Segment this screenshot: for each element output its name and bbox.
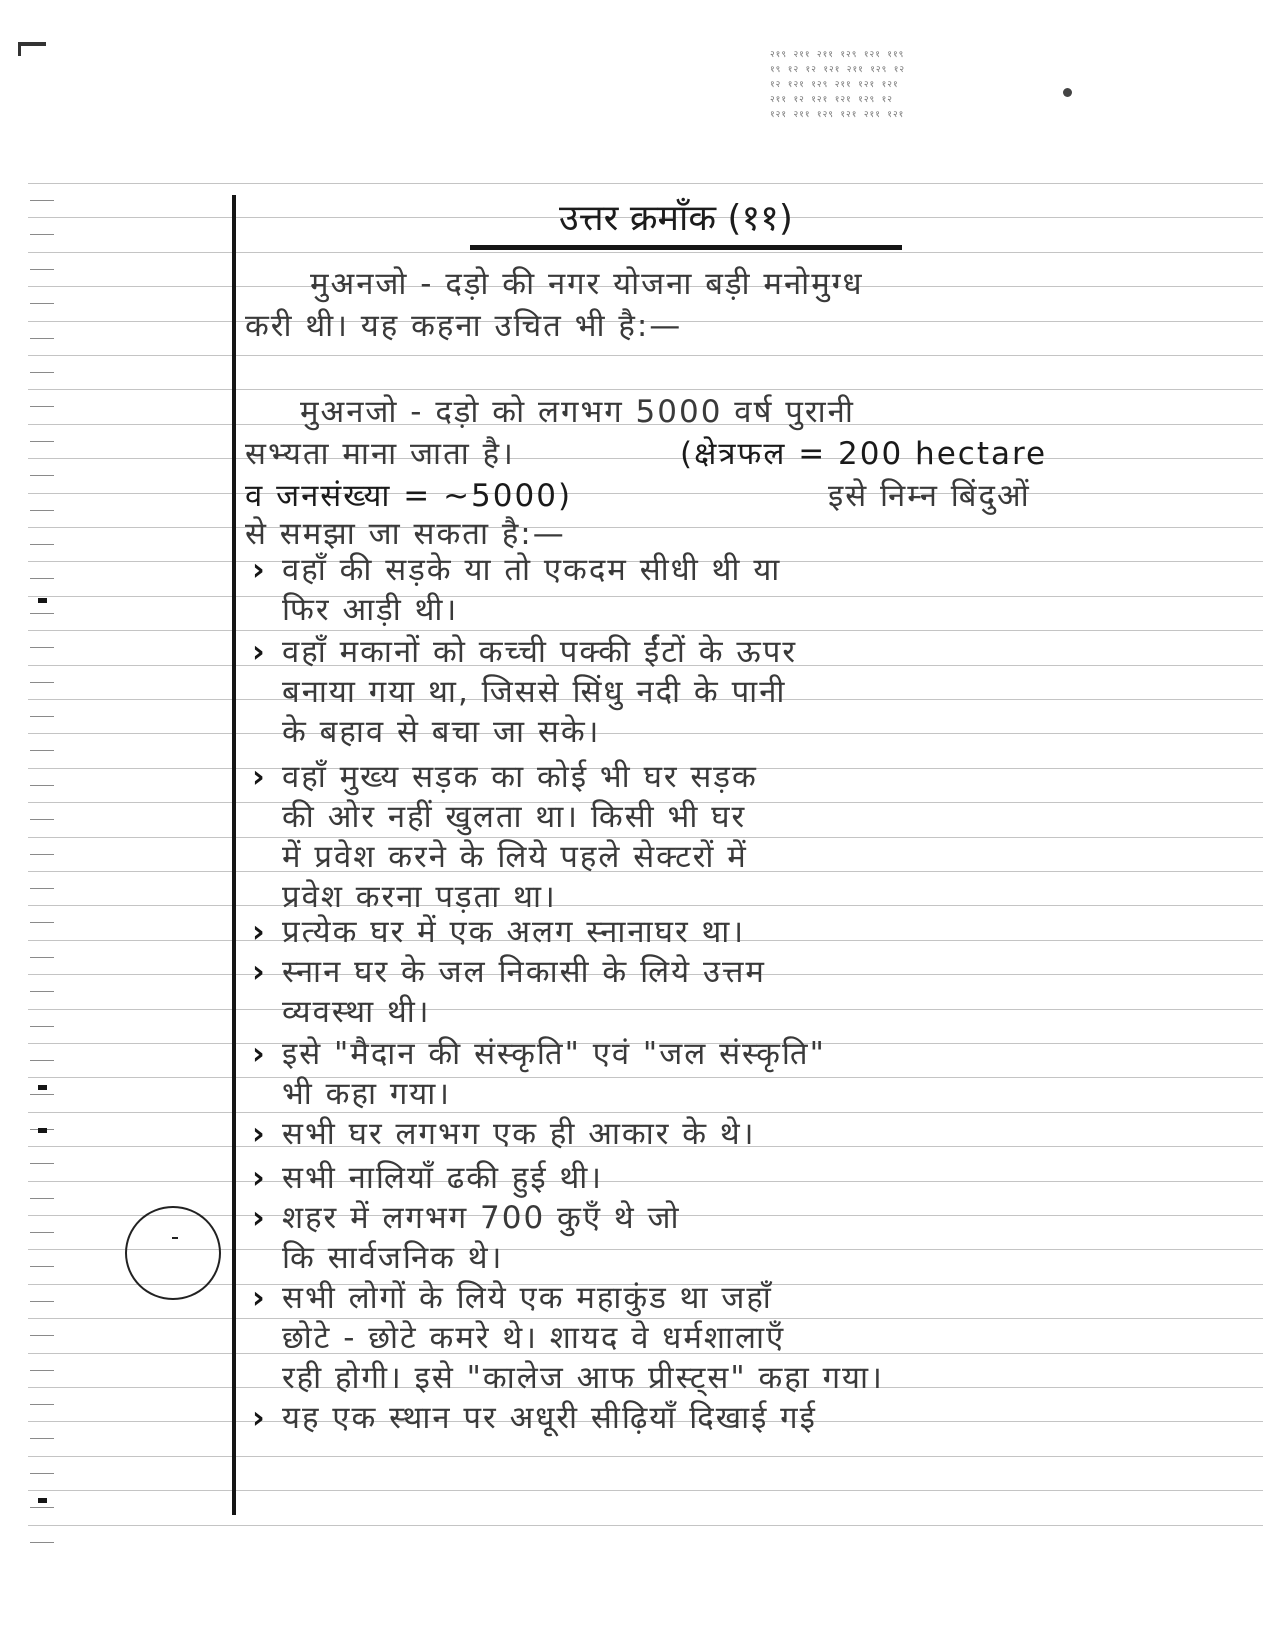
margin-dash bbox=[30, 785, 54, 786]
header-code-row: १९ १२ १२ १२१ २११ १२९ १२ bbox=[770, 65, 906, 75]
marks-circle bbox=[125, 1206, 221, 1300]
handwritten-line: की ओर नहीं खुलता था। किसी भी घर bbox=[282, 799, 747, 835]
margin-dash bbox=[30, 406, 54, 407]
margin-dash bbox=[30, 1404, 54, 1405]
handwritten-line: रही होगी। इसे "कालेज आफ प्रीस्ट्स" कहा गया। bbox=[282, 1360, 884, 1396]
answer-title: उत्तर क्रमाँक (११) bbox=[559, 198, 793, 239]
handwritten-line: सभ्यता माना जाता है। bbox=[245, 436, 515, 472]
handwritten-line: इसे निम्न बिंदुओं bbox=[828, 478, 1031, 514]
margin-dash bbox=[30, 200, 54, 201]
margin-dash bbox=[30, 1507, 54, 1508]
ruled-line bbox=[28, 1456, 1263, 1457]
bullet-arrow-icon: › bbox=[252, 1400, 265, 1436]
handwritten-line: व्यवस्था थी। bbox=[282, 994, 431, 1030]
handwritten-line: शहर में लगभग 700 कुएँ थे जो bbox=[282, 1200, 681, 1236]
handwritten-line: बनाया गया था, जिससे सिंधु नदी के पानी bbox=[282, 674, 787, 710]
margin-dash bbox=[30, 750, 54, 751]
margin-dash bbox=[30, 1232, 54, 1233]
margin-mark bbox=[38, 1498, 47, 1503]
ruled-line bbox=[28, 1009, 1263, 1010]
handwritten-line: के बहाव से बचा जा सके। bbox=[282, 714, 601, 750]
header-code-row: १२१ २११ १२९ १२१ २११ १२१ bbox=[770, 110, 905, 120]
handwritten-line: मुअनजो - दड़ो की नगर योजना बड़ी मनोमुग्ध bbox=[310, 266, 864, 302]
ruled-line bbox=[28, 527, 1263, 528]
ruled-line bbox=[28, 1077, 1263, 1078]
handwritten-line: सभी नालियाँ ढकी हुई थी। bbox=[282, 1160, 604, 1196]
ruled-line bbox=[28, 252, 1263, 253]
handwritten-line: भी कहा गया। bbox=[282, 1076, 452, 1112]
corner-mark-vertical bbox=[18, 42, 21, 56]
margin-dash bbox=[30, 1163, 54, 1164]
margin-mark bbox=[38, 598, 47, 603]
margin-mark bbox=[38, 1085, 47, 1090]
margin-dash bbox=[30, 922, 54, 923]
handwritten-line: व जनसंख्या = ~5000) bbox=[245, 478, 573, 514]
margin-dash bbox=[30, 510, 54, 511]
ruled-line bbox=[28, 905, 1263, 906]
margin-dash bbox=[30, 1094, 54, 1095]
ruled-line bbox=[28, 733, 1263, 734]
margin-dash bbox=[30, 1370, 54, 1371]
margin-dash bbox=[30, 1335, 54, 1336]
handwritten-line: वहाँ मुख्य सड़क का कोई भी घर सड़क bbox=[282, 759, 758, 795]
margin-dash bbox=[30, 269, 54, 270]
ruled-line bbox=[28, 1525, 1263, 1526]
handwritten-line: करी थी। यह कहना उचित भी है:— bbox=[245, 308, 683, 344]
ink-dot bbox=[1063, 88, 1072, 97]
margin-dash bbox=[30, 1542, 54, 1543]
margin-dash bbox=[30, 475, 54, 476]
handwritten-line: फिर आड़ी थी। bbox=[282, 592, 459, 628]
margin-dash bbox=[30, 303, 54, 304]
ruled-line bbox=[28, 355, 1263, 356]
bullet-arrow-icon: › bbox=[252, 552, 265, 588]
handwritten-line: प्रवेश करना पड़ता था। bbox=[282, 879, 557, 915]
margin-line bbox=[232, 195, 236, 1515]
handwritten-line: स्नान घर के जल निकासी के लिये उत्तम bbox=[282, 954, 766, 990]
handwritten-line: वहाँ मकानों को कच्ची पक्की ईंटों के ऊपर bbox=[282, 634, 798, 670]
margin-dash bbox=[30, 888, 54, 889]
handwritten-line: इसे "मैदान की संस्कृति" एवं "जल संस्कृति" bbox=[282, 1036, 826, 1072]
margin-dash bbox=[30, 1266, 54, 1267]
bullet-arrow-icon: › bbox=[252, 954, 265, 990]
margin-dash bbox=[30, 819, 54, 820]
handwritten-line: सभी लोगों के लिये एक महाकुंड था जहाँ bbox=[282, 1280, 773, 1316]
margin-dash bbox=[30, 854, 54, 855]
margin-dash bbox=[30, 544, 54, 545]
bullet-arrow-icon: › bbox=[252, 1036, 265, 1072]
handwritten-line: में प्रवेश करने के लिये पहले सेक्टरों में bbox=[282, 839, 748, 875]
margin-dash bbox=[30, 957, 54, 958]
margin-dash bbox=[30, 1026, 54, 1027]
margin-dash bbox=[30, 1060, 54, 1061]
ruled-line bbox=[28, 596, 1263, 597]
header-code-row: २१९ २११ २११ १२९ १२१ ११९ bbox=[770, 50, 905, 60]
ruled-line bbox=[28, 1490, 1263, 1491]
title-underline bbox=[470, 245, 902, 250]
margin-dash bbox=[30, 234, 54, 235]
header-codes bbox=[770, 48, 1040, 123]
bullet-arrow-icon: › bbox=[252, 1280, 265, 1316]
margin-dash bbox=[30, 1198, 54, 1199]
margin-dash bbox=[30, 372, 54, 373]
bullet-arrow-icon: › bbox=[252, 1160, 265, 1196]
bullet-arrow-icon: › bbox=[252, 759, 265, 795]
handwritten-line: मुअनजो - दड़ो को लगभग 5000 वर्ष पुरानी bbox=[300, 394, 855, 430]
margin-dash bbox=[30, 578, 54, 579]
handwritten-line: कि सार्वजनिक थे। bbox=[282, 1240, 504, 1276]
handwritten-line: सभी घर लगभग एक ही आकार के थे। bbox=[282, 1116, 756, 1152]
margin-dash bbox=[30, 682, 54, 683]
ruled-line bbox=[28, 183, 1263, 184]
ruled-line bbox=[28, 1181, 1263, 1182]
handwritten-line: छोटे - छोटे कमरे थे। शायद वे धर्मशालाएँ bbox=[282, 1320, 786, 1356]
header-code-row: २११ १२ १२१ १२१ १२९ १२ bbox=[770, 95, 893, 105]
margin-dash bbox=[30, 1473, 54, 1474]
handwritten-line: से समझा जा सकता है:— bbox=[245, 516, 566, 552]
margin-dash bbox=[30, 613, 54, 614]
marks-tick bbox=[172, 1237, 178, 1239]
handwritten-line: प्रत्येक घर में एक अलग स्नानाघर था। bbox=[282, 914, 746, 950]
margin-dash bbox=[30, 716, 54, 717]
margin-dash bbox=[30, 1438, 54, 1439]
bullet-arrow-icon: › bbox=[252, 914, 265, 950]
ruled-line bbox=[28, 458, 1263, 459]
header-code-row: १२ १२१ १२९ २११ १२१ १२१ bbox=[770, 80, 899, 90]
handwritten-line: यह एक स्थान पर अधूरी सीढ़ियाँ दिखाई गई bbox=[282, 1400, 817, 1436]
bullet-arrow-icon: › bbox=[252, 634, 265, 670]
bullet-arrow-icon: › bbox=[252, 1116, 265, 1152]
handwritten-line: (क्षेत्रफल = 200 hectare bbox=[680, 436, 1048, 472]
corner-mark bbox=[18, 42, 46, 46]
handwritten-line: वहाँ की सड़के या तो एकदम सीधी थी या bbox=[282, 552, 782, 588]
margin-dash bbox=[30, 441, 54, 442]
margin-dash bbox=[30, 338, 54, 339]
margin-dash bbox=[30, 991, 54, 992]
bullet-arrow-icon: › bbox=[252, 1200, 265, 1236]
margin-dash bbox=[30, 647, 54, 648]
margin-mark bbox=[38, 1128, 47, 1133]
ruled-line bbox=[28, 493, 1263, 494]
margin-dash bbox=[30, 1301, 54, 1302]
